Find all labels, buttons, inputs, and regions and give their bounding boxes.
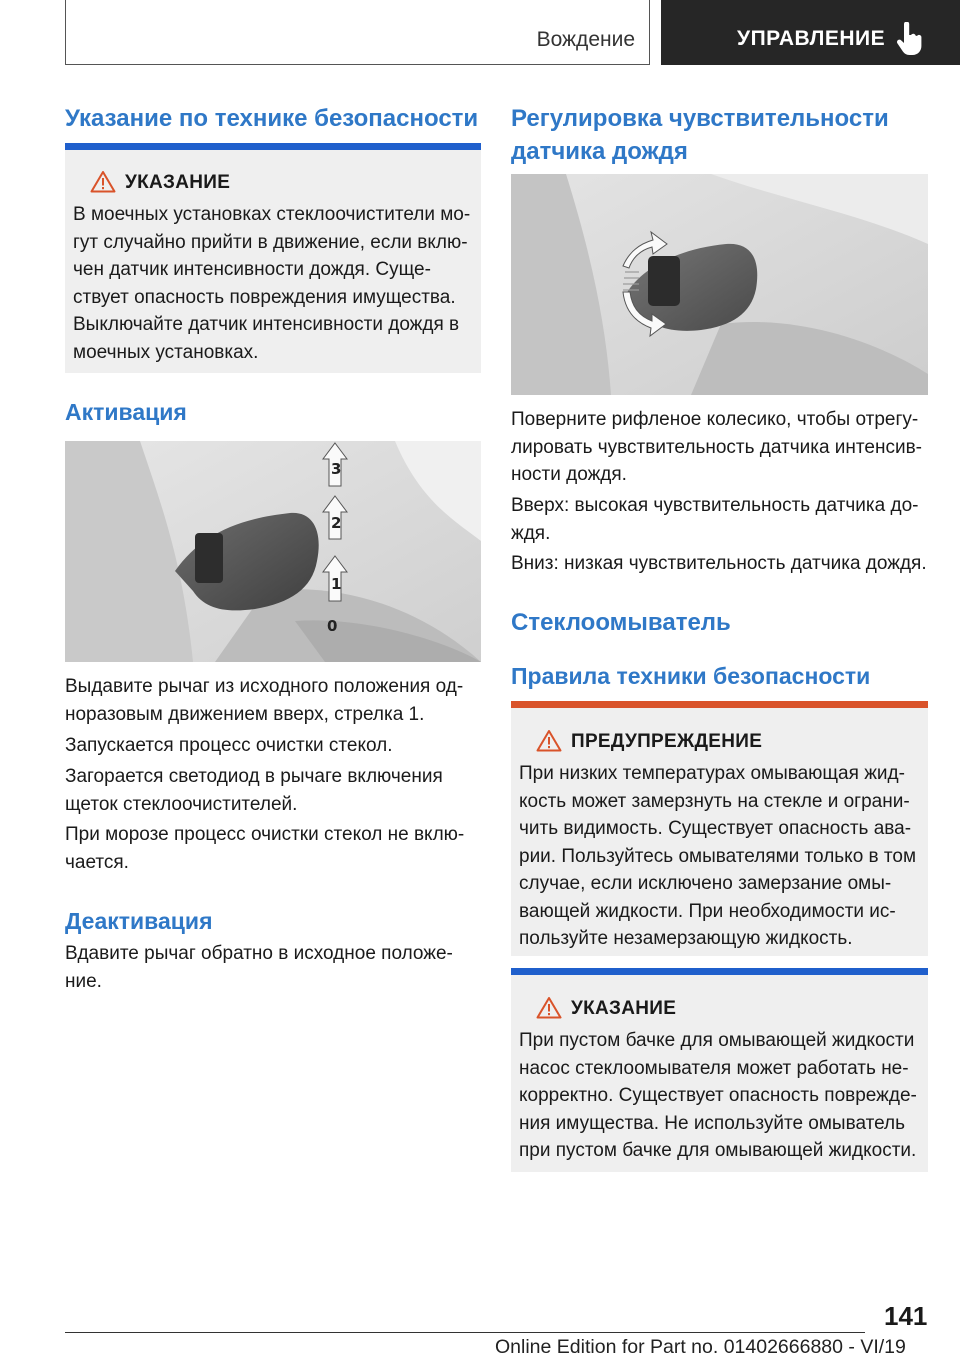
position-label-2: 2 [331,514,342,532]
wiper-lever-positions-figure [65,441,481,662]
activation-paragraph-2: Запускается процесс очистки стекол. [65,735,393,756]
notice-bar [511,968,928,975]
activation-paragraph-3: Загорается светодиод в рычаге включения щеток стеклоочистителей. [65,766,443,815]
washer-heading: Стеклоомыватель [511,609,731,636]
warning-box-freezing [511,701,928,956]
header-chapter-title: УПРАВЛЕНИЕ [737,27,886,50]
position-label-0: 0 [327,617,338,635]
safety-note-heading: Указание по технике безопасности [65,105,479,132]
sensitivity-heading: Регулировка чувствительности датчика дождя [511,105,889,165]
page-number: 141 [884,1301,928,1331]
header-section-title: Вождение [536,28,635,51]
warning-title: ПРЕДУПРЕЖДЕНИЕ [571,731,763,752]
header-chapter-tab [661,0,960,65]
sensitivity-paragraph-3: Вниз: низкая чувствительность датчика дождя. [511,553,927,574]
activation-paragraph-4: При морозе процесс очистки стекол не вклю- чается. [65,824,465,873]
notice-title: УКАЗАНИЕ [571,998,677,1019]
deactivation-paragraph: Вдавите рычаг обратно в исходное положе- ние. [65,943,453,992]
header-section-box [65,0,650,65]
warning-text: При низких температурах омывающая жид- кость может замерзнуть на стекле и ограни- чить видимость. Существует опасность ава- рии. Пользуйтесь омывателями только в том случае, если исключено замерзание омы- вающей жидкости. При необходимости ис- пользуйте незамерзающую жидкость. [519,763,917,949]
warning-triangle-icon [536,996,562,1019]
position-label-1: 1 [331,575,342,593]
notice-box-empty-tank [511,968,928,1172]
notice-text: При пустом бачке для омывающей жидкости насос стеклоомывателя может работать не- корректно. Существует опасность поврежде- ния имущества. Не используйте омыватель при пустом бачке для омывающей жидкости. [519,1030,917,1161]
footer-divider [65,1332,865,1333]
footer-edition: Online Edition for Part no. 01402666880 - VI/19 [495,1336,906,1358]
hand-pointer-icon [895,22,925,56]
notice-text: В моечных установках стеклоочистители мо- гут случайно прийти в движение, если вклю- чен датчик интенсивности дождя. Суще- ствует опасность повреждения имущества. Выключайте датчик интенсивности дождя в моечных установках. [73,204,471,363]
activation-heading: Активация [65,399,187,425]
notice-bar [65,143,481,150]
sensitivity-paragraph-2: Вверх: высокая чувствительность датчика до- ждя. [511,495,919,544]
activation-paragraph-1: Выдавите рычаг из исходного положения од- норазовым движением вверх, стрелка 1. [65,676,464,725]
notice-title: УКАЗАНИЕ [125,172,231,193]
sensitivity-paragraph-1: Поверните рифленое колесико, чтобы отрегу- лировать чувствительность датчика интенсив- ности дождя. [511,409,922,485]
notice-box-rain-sensor [65,143,481,373]
safety-rules-heading: Правила техники безопасности [511,663,871,689]
warning-triangle-icon [90,170,116,193]
position-label-3: 3 [331,460,342,478]
warning-bar [511,701,928,708]
deactivation-heading: Деактивация [65,908,213,934]
sensitivity-wheel-figure [511,174,928,395]
warning-triangle-icon [536,729,562,752]
